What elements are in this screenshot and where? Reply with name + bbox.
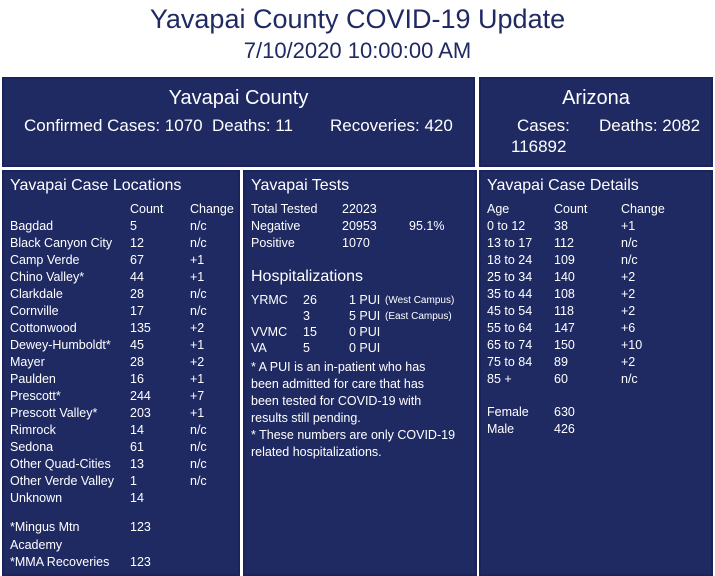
age-count: 38 bbox=[554, 219, 568, 233]
mingus-label: *Mingus Mtn bbox=[10, 520, 80, 534]
mingus-label-2: Academy bbox=[10, 538, 63, 552]
location-count: 5 bbox=[130, 219, 137, 233]
hospital-name: VA bbox=[251, 341, 267, 355]
tests-title: Yavapai Tests bbox=[251, 177, 350, 194]
pui-footnote-line: been tested for COVID-19 with bbox=[251, 394, 422, 408]
location-change: +2 bbox=[190, 355, 205, 369]
age-change: +1 bbox=[621, 219, 636, 233]
location-count: 28 bbox=[130, 355, 144, 369]
location-count: 61 bbox=[130, 440, 144, 454]
location-name: Other Verde Valley bbox=[10, 474, 114, 488]
hospital-campus: (East Campus) bbox=[385, 311, 452, 322]
location-count: 1 bbox=[130, 474, 137, 488]
age-change: +2 bbox=[621, 355, 636, 369]
details-age-header: Age bbox=[487, 202, 510, 216]
age-count: 112 bbox=[554, 236, 574, 250]
location-name: Clarkdale bbox=[10, 287, 63, 301]
age-group: 65 to 74 bbox=[487, 338, 533, 352]
location-change: n/c bbox=[190, 236, 207, 250]
hospital-campus: (West Campus) bbox=[385, 295, 455, 306]
pui-footnote-line: * A PUI is an in-patient who has bbox=[251, 360, 426, 374]
mma-recoveries-label: *MMA Recoveries bbox=[10, 555, 110, 569]
location-count: 135 bbox=[130, 321, 151, 335]
test-label: Positive bbox=[251, 236, 295, 250]
location-count: 203 bbox=[130, 406, 151, 420]
arizona-title: Arizona bbox=[562, 87, 630, 109]
age-group: 13 to 17 bbox=[487, 236, 533, 250]
location-name: Unknown bbox=[10, 491, 63, 505]
age-count: 140 bbox=[554, 270, 575, 284]
gender-count: 426 bbox=[554, 422, 575, 436]
location-name: Mayer bbox=[10, 355, 45, 369]
location-name: Rimrock bbox=[10, 423, 56, 437]
locations-change-header: Change bbox=[190, 202, 234, 216]
age-group: 75 to 84 bbox=[487, 355, 533, 369]
pui-footnote-line: results still pending. bbox=[251, 411, 361, 425]
age-count: 109 bbox=[554, 253, 575, 267]
details-change-header: Change bbox=[621, 202, 665, 216]
location-count: 16 bbox=[130, 372, 144, 386]
age-change: n/c bbox=[621, 253, 638, 267]
age-group: 35 to 44 bbox=[487, 287, 533, 301]
hospital-name: YRMC bbox=[251, 293, 288, 307]
location-name: Chino Valley* bbox=[10, 270, 85, 284]
location-count: 14 bbox=[130, 423, 144, 437]
hospital-name: VVMC bbox=[251, 325, 288, 339]
location-count: 67 bbox=[130, 253, 144, 267]
location-change: n/c bbox=[190, 423, 207, 437]
age-group: 18 to 24 bbox=[487, 253, 533, 267]
pui-footnote-line: been admitted for care that has bbox=[251, 377, 425, 391]
age-change: +10 bbox=[621, 338, 643, 352]
location-name: Prescott* bbox=[10, 389, 61, 403]
location-name: Other Quad-Cities bbox=[10, 457, 111, 471]
hospital-count: 26 bbox=[303, 293, 317, 307]
location-count: 17 bbox=[130, 304, 144, 318]
test-value: 22023 bbox=[342, 202, 377, 216]
age-count: 147 bbox=[554, 321, 575, 335]
gender-label: Male bbox=[487, 422, 515, 436]
confirmed-cases: Confirmed Cases: 1070 bbox=[24, 116, 203, 135]
age-change: n/c bbox=[621, 236, 638, 250]
tests-panel bbox=[243, 170, 477, 576]
location-count: 45 bbox=[130, 338, 144, 352]
age-change: +2 bbox=[621, 287, 636, 301]
location-name: Paulden bbox=[10, 372, 56, 386]
location-change: +2 bbox=[190, 321, 205, 335]
age-count: 108 bbox=[554, 287, 575, 301]
age-change: n/c bbox=[621, 372, 638, 386]
test-value: 20953 bbox=[342, 219, 377, 233]
age-group: 45 to 54 bbox=[487, 304, 533, 318]
county-deaths: Deaths: 11 bbox=[212, 116, 293, 135]
location-change: +7 bbox=[190, 389, 205, 403]
gender-count: 630 bbox=[554, 405, 575, 419]
hospital-pui: 0 PUI bbox=[349, 341, 381, 355]
case-details-title: Yavapai Case Details bbox=[487, 177, 639, 194]
case-locations-title: Yavapai Case Locations bbox=[10, 177, 182, 194]
age-change: +2 bbox=[621, 304, 636, 318]
age-group: 25 to 34 bbox=[487, 270, 533, 284]
arizona-deaths: Deaths: 2082 bbox=[599, 116, 701, 135]
page-title: Yavapai County COVID-19 Update bbox=[149, 4, 566, 34]
location-change: n/c bbox=[190, 304, 207, 318]
age-count: 60 bbox=[554, 372, 568, 386]
location-change: +1 bbox=[190, 253, 205, 267]
location-count: 244 bbox=[130, 389, 151, 403]
age-group: 0 to 12 bbox=[487, 219, 526, 233]
age-change: +6 bbox=[621, 321, 636, 335]
hospitalization-footnote-line: * These numbers are only COVID-19 bbox=[251, 428, 456, 442]
update-date: 7/10/2020 10:00:00 AM bbox=[243, 38, 472, 63]
case-locations-panel bbox=[2, 170, 240, 576]
county-summary-panel bbox=[2, 77, 475, 167]
hospital-pui: 1 PUI bbox=[349, 293, 381, 307]
location-name: Cornville bbox=[10, 304, 59, 318]
location-count: 44 bbox=[130, 270, 144, 284]
arizona-cases-value: 116892 bbox=[511, 137, 567, 156]
test-label: Negative bbox=[251, 219, 301, 233]
hospitalizations-title: Hospitalizations bbox=[251, 268, 364, 285]
location-name: Cottonwood bbox=[10, 321, 77, 335]
arizona-cases-label: Cases: bbox=[517, 116, 570, 135]
test-label: Total Tested bbox=[251, 202, 318, 216]
age-count: 118 bbox=[554, 304, 574, 318]
location-change: +1 bbox=[190, 338, 205, 352]
location-change: +1 bbox=[190, 406, 205, 420]
location-change: n/c bbox=[190, 219, 207, 233]
location-name: Black Canyon City bbox=[10, 236, 113, 250]
location-count: 13 bbox=[130, 457, 144, 471]
location-count: 14 bbox=[130, 491, 144, 505]
location-change: +1 bbox=[190, 372, 205, 386]
location-count: 28 bbox=[130, 287, 144, 301]
hospital-pui: 5 PUI bbox=[349, 309, 381, 323]
hospital-count: 5 bbox=[303, 341, 310, 355]
age-group: 55 to 64 bbox=[487, 321, 533, 335]
hospital-count: 3 bbox=[303, 309, 310, 323]
location-change: n/c bbox=[190, 440, 207, 454]
age-group: 85 + bbox=[487, 372, 512, 386]
location-change: n/c bbox=[190, 287, 207, 301]
location-name: Sedona bbox=[10, 440, 54, 454]
details-count-header: Count bbox=[554, 202, 588, 216]
location-name: Camp Verde bbox=[10, 253, 80, 267]
mma-recoveries-count: 123 bbox=[130, 555, 151, 569]
age-count: 89 bbox=[554, 355, 568, 369]
county-summary-title: Yavapai County bbox=[168, 87, 309, 109]
mingus-count: 123 bbox=[130, 520, 151, 534]
hospital-count: 15 bbox=[303, 325, 317, 339]
location-change: n/c bbox=[190, 474, 207, 488]
location-name: Bagdad bbox=[10, 219, 54, 233]
arizona-panel bbox=[479, 77, 713, 167]
age-change: +2 bbox=[621, 270, 636, 284]
location-name: Prescott Valley* bbox=[10, 406, 98, 420]
hospital-pui: 0 PUI bbox=[349, 325, 381, 339]
location-change: +1 bbox=[190, 270, 205, 284]
test-value: 1070 bbox=[342, 236, 370, 250]
locations-count-header: Count bbox=[130, 202, 164, 216]
test-percent: 95.1% bbox=[409, 219, 445, 233]
location-name: Dewey-Humboldt* bbox=[10, 338, 111, 352]
location-change: n/c bbox=[190, 457, 207, 471]
hospitalization-footnote-line: related hospitalizations. bbox=[251, 445, 382, 459]
case-details-panel bbox=[479, 170, 713, 576]
location-count: 12 bbox=[130, 236, 144, 250]
county-recoveries: Recoveries: 420 bbox=[330, 116, 453, 135]
age-count: 150 bbox=[554, 338, 575, 352]
gender-label: Female bbox=[487, 405, 529, 419]
